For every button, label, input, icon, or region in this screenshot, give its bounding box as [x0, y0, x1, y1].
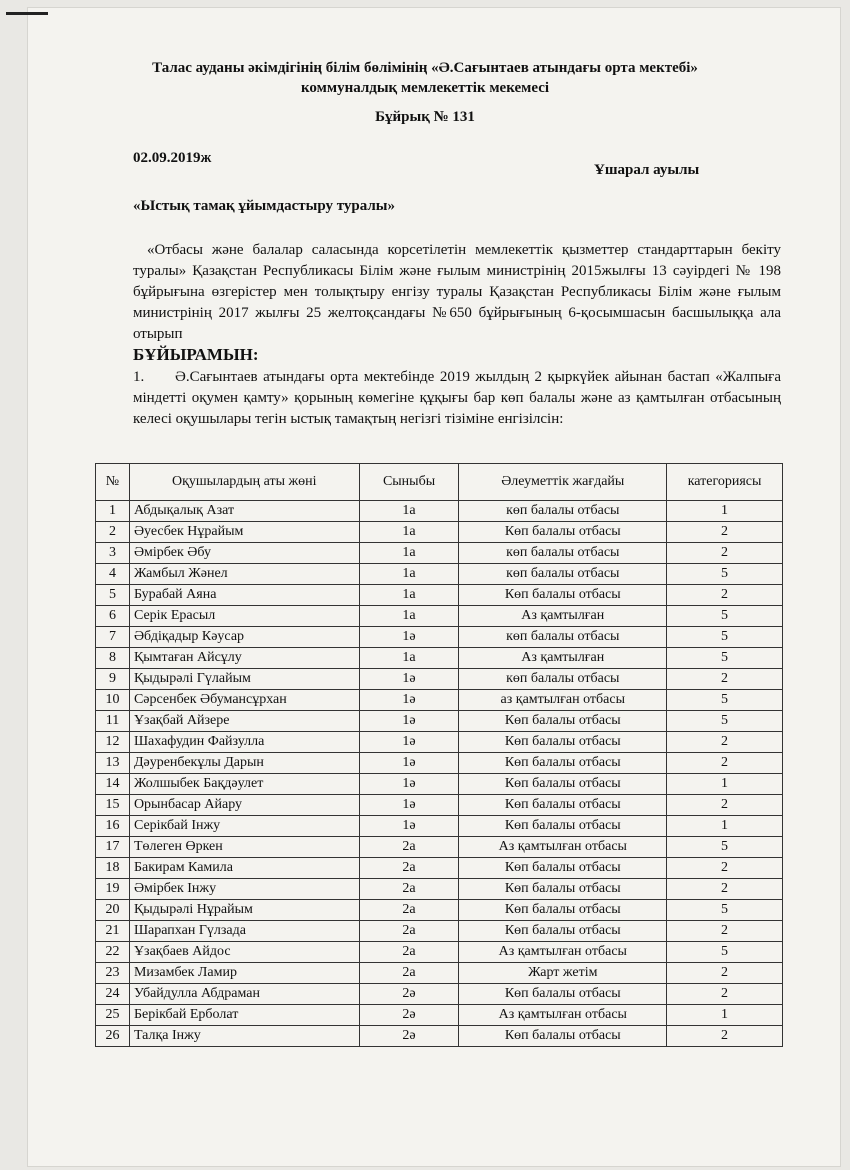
student-name: Шарапхан Гүлзада — [129, 921, 359, 942]
student-name: Абдықалық Азат — [129, 501, 359, 522]
category: 2 — [667, 984, 783, 1005]
order-item-1 — [133, 367, 781, 430]
grade: 2ә — [359, 1026, 459, 1047]
row-number: 22 — [96, 942, 130, 963]
social-status: Көп балалы отбасы — [459, 858, 667, 879]
social-status: Жарт жетім — [459, 963, 667, 984]
order-date: 02.09.2019ж — [133, 150, 212, 166]
grade: 1ә — [359, 753, 459, 774]
row-number: 2 — [96, 522, 130, 543]
table-row — [96, 543, 783, 564]
social-status: Аз қамтылған — [459, 648, 667, 669]
grade: 2ә — [359, 984, 459, 1005]
student-name: Төлеген Өркен — [129, 837, 359, 858]
grade: 1а — [359, 522, 459, 543]
social-status: Көп балалы отбасы — [459, 879, 667, 900]
row-number: 18 — [96, 858, 130, 879]
row-number: 5 — [96, 585, 130, 606]
grade: 2а — [359, 879, 459, 900]
table-row — [96, 900, 783, 921]
grade: 1ә — [359, 627, 459, 648]
item-text: Ә.Сағынтаев атындағы орта мектебінде 2019 жылдың 2 қыркүйек айынан бастап «Жалпыға міндетті оқумен қамту» қорының көмегіне құқығы бар көп балалы және аз қамтылған отбасының келесі оқушылары тегін ыстық тамақтың негізгі тізіміне енгізілсін: — [133, 369, 781, 427]
header-student-name: Оқушылардың аты жөні — [129, 464, 359, 501]
category: 2 — [667, 543, 783, 564]
category: 2 — [667, 669, 783, 690]
table-row — [96, 564, 783, 585]
row-number: 17 — [96, 837, 130, 858]
organization-line-2: коммуналдық мемлекеттік мекемесі — [300, 80, 550, 96]
category: 5 — [667, 564, 783, 585]
preamble-paragraph: «Отбасы және балалар саласында корсетілетін мемлекеттік қызметтер стандарттарын бекіту туралы» Қазақстан Республикасы Білім және ғылым министрінің 2015жылғы 13 сәуірдегі № 198 бұйрығына өзгерістер мен толықтыру енгізу туралы Қазақстан Республикасы Білім және ғылым министрінің 2017 жылғы 25 желтоқсандағы №650 бұйрығының 6-қосымшасын басшылыққа ала отырып — [133, 242, 781, 342]
table-row — [96, 795, 783, 816]
row-number: 1 — [96, 501, 130, 522]
organization-line-1: Талас ауданы әкімдігінің білім бөлімінің «Ә.Сағынтаев атындағы орта мектебі» — [152, 60, 698, 76]
social-status: Көп балалы отбасы — [459, 900, 667, 921]
social-status: Аз қамтылған отбасы — [459, 942, 667, 963]
social-status: Аз қамтылған отбасы — [459, 1005, 667, 1026]
row-number: 26 — [96, 1026, 130, 1047]
table-header-row — [96, 464, 783, 501]
table-row — [96, 627, 783, 648]
row-number: 9 — [96, 669, 130, 690]
social-status: Аз қамтылған отбасы — [459, 837, 667, 858]
student-name: Мизамбек Ламир — [129, 963, 359, 984]
table-row — [96, 501, 783, 522]
social-status: Көп балалы отбасы — [459, 732, 667, 753]
social-status: Көп балалы отбасы — [459, 921, 667, 942]
category: 5 — [667, 606, 783, 627]
students-table — [95, 463, 783, 1047]
grade: 2а — [359, 963, 459, 984]
table-row — [96, 921, 783, 942]
grade: 1а — [359, 606, 459, 627]
student-name: Серікбай Інжу — [129, 816, 359, 837]
social-status: көп балалы отбасы — [459, 669, 667, 690]
table-row — [96, 774, 783, 795]
student-name: Бакирам Камила — [129, 858, 359, 879]
header-category: категориясы — [667, 464, 783, 501]
social-status: Көп балалы отбасы — [459, 522, 667, 543]
social-status: Көп балалы отбасы — [459, 774, 667, 795]
grade: 1ә — [359, 816, 459, 837]
table-row — [96, 879, 783, 900]
student-name: Әмірбек Інжу — [129, 879, 359, 900]
table-row — [96, 648, 783, 669]
grade: 2а — [359, 858, 459, 879]
header-social-status: Әлеуметтік жағдайы — [459, 464, 667, 501]
category: 1 — [667, 501, 783, 522]
row-number: 7 — [96, 627, 130, 648]
category: 5 — [667, 711, 783, 732]
category: 5 — [667, 648, 783, 669]
category: 2 — [667, 963, 783, 984]
row-number: 21 — [96, 921, 130, 942]
table-body — [96, 501, 783, 1047]
row-number: 12 — [96, 732, 130, 753]
grade: 1ә — [359, 795, 459, 816]
row-number: 23 — [96, 963, 130, 984]
student-name: Әуесбек Нұрайым — [129, 522, 359, 543]
table-row — [96, 963, 783, 984]
row-number: 20 — [96, 900, 130, 921]
category: 1 — [667, 774, 783, 795]
table-row — [96, 711, 783, 732]
grade: 1ә — [359, 690, 459, 711]
social-status: көп балалы отбасы — [459, 627, 667, 648]
category: 5 — [667, 942, 783, 963]
category: 5 — [667, 837, 783, 858]
student-name: Орынбасар Айару — [129, 795, 359, 816]
grade: 2а — [359, 900, 459, 921]
student-name: Шахафудин Файзулла — [129, 732, 359, 753]
category: 2 — [667, 732, 783, 753]
row-number: 25 — [96, 1005, 130, 1026]
table-row — [96, 942, 783, 963]
social-status: Көп балалы отбасы — [459, 585, 667, 606]
table-row — [96, 858, 783, 879]
grade: 1а — [359, 585, 459, 606]
row-number: 14 — [96, 774, 130, 795]
category: 2 — [667, 753, 783, 774]
social-status: аз қамтылған отбасы — [459, 690, 667, 711]
student-name: Жолшыбек Бақдәулет — [129, 774, 359, 795]
row-number: 19 — [96, 879, 130, 900]
grade: 2а — [359, 942, 459, 963]
table-row — [96, 837, 783, 858]
student-name: Серік Ерасыл — [129, 606, 359, 627]
table-row — [96, 732, 783, 753]
grade: 2ә — [359, 1005, 459, 1026]
category: 5 — [667, 690, 783, 711]
category: 2 — [667, 879, 783, 900]
header-number: № — [96, 464, 130, 501]
social-status: көп балалы отбасы — [459, 543, 667, 564]
row-number: 16 — [96, 816, 130, 837]
header-grade: Сыныбы — [359, 464, 459, 501]
student-name: Убайдулла Абдраман — [129, 984, 359, 1005]
grade: 1а — [359, 648, 459, 669]
category: 2 — [667, 921, 783, 942]
grade: 1ә — [359, 732, 459, 753]
category: 2 — [667, 522, 783, 543]
category: 5 — [667, 900, 783, 921]
row-number: 11 — [96, 711, 130, 732]
table-row — [96, 753, 783, 774]
student-name: Жамбыл Жәнел — [129, 564, 359, 585]
social-status: Көп балалы отбасы — [459, 711, 667, 732]
table-row — [96, 669, 783, 690]
category: 2 — [667, 858, 783, 879]
grade: 1ә — [359, 669, 459, 690]
table-row — [96, 690, 783, 711]
category: 2 — [667, 795, 783, 816]
row-number: 4 — [96, 564, 130, 585]
order-number: Бұйрық № 131 — [375, 109, 475, 125]
item-number: 1. — [133, 369, 145, 385]
row-number: 10 — [96, 690, 130, 711]
grade: 1а — [359, 564, 459, 585]
category: 2 — [667, 1026, 783, 1047]
row-number: 3 — [96, 543, 130, 564]
student-name: Әмірбек Әбу — [129, 543, 359, 564]
grade: 1а — [359, 501, 459, 522]
student-name: Сәрсенбек Әбумансұрхан — [129, 690, 359, 711]
row-number: 13 — [96, 753, 130, 774]
student-name: Ұзақбаев Айдос — [129, 942, 359, 963]
table-row — [96, 606, 783, 627]
directive-heading: БҰЙЫРАМЫН: — [133, 345, 259, 364]
table-row — [96, 1005, 783, 1026]
category: 2 — [667, 585, 783, 606]
table-row — [96, 522, 783, 543]
student-name: Ұзақбай Айзере — [129, 711, 359, 732]
table-row — [96, 1026, 783, 1047]
grade: 1а — [359, 543, 459, 564]
category: 1 — [667, 1005, 783, 1026]
order-subject: «Ыстық тамақ ұйымдастыру туралы» — [133, 198, 395, 214]
grade: 2а — [359, 837, 459, 858]
student-name: Бурабай Аяна — [129, 585, 359, 606]
student-name: Қыдырәлі Нұрайым — [129, 900, 359, 921]
row-number: 8 — [96, 648, 130, 669]
student-name: Берікбай Ерболат — [129, 1005, 359, 1026]
social-status: Аз қамтылған — [459, 606, 667, 627]
grade: 2а — [359, 921, 459, 942]
social-status: Көп балалы отбасы — [459, 1026, 667, 1047]
social-status: Көп балалы отбасы — [459, 816, 667, 837]
table-row — [96, 816, 783, 837]
social-status: көп балалы отбасы — [459, 501, 667, 522]
social-status: Көп балалы отбасы — [459, 984, 667, 1005]
row-number: 15 — [96, 795, 130, 816]
row-number: 24 — [96, 984, 130, 1005]
table-row — [96, 984, 783, 1005]
row-number: 6 — [96, 606, 130, 627]
category: 1 — [667, 816, 783, 837]
student-name: Әбдіқадыр Кәусар — [129, 627, 359, 648]
grade: 1ә — [359, 774, 459, 795]
student-name: Қымтаған Айсұлу — [129, 648, 359, 669]
student-name: Талқа Інжу — [129, 1026, 359, 1047]
scan-edge-mark — [6, 12, 48, 15]
table-row — [96, 585, 783, 606]
social-status: Көп балалы отбасы — [459, 753, 667, 774]
category: 5 — [667, 627, 783, 648]
social-status: көп балалы отбасы — [459, 564, 667, 585]
student-name: Дәуренбекұлы Дарын — [129, 753, 359, 774]
grade: 1ә — [359, 711, 459, 732]
student-name: Қыдырәлі Гүлайым — [129, 669, 359, 690]
social-status: Көп балалы отбасы — [459, 795, 667, 816]
village-name: Ұшарал ауылы — [594, 162, 700, 178]
